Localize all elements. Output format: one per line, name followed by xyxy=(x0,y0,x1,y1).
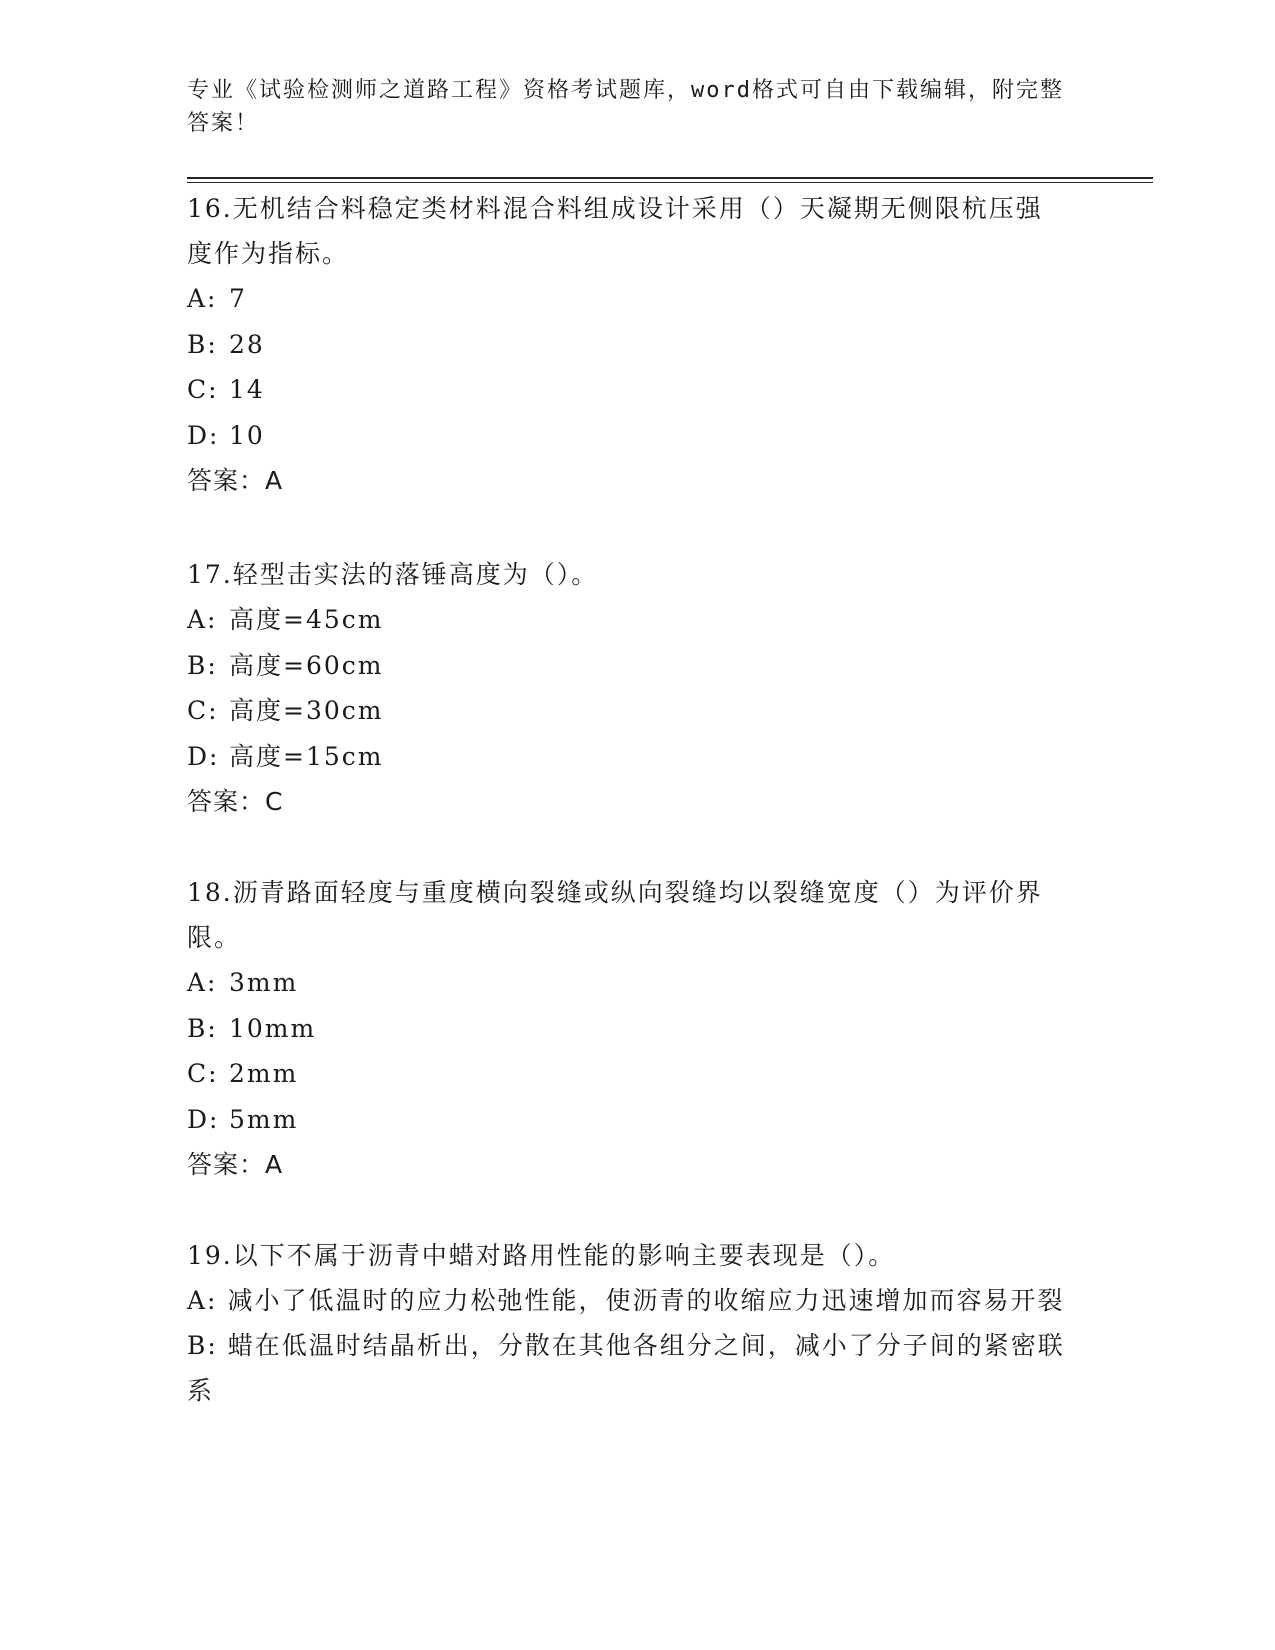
option-text: 3mm xyxy=(229,968,299,997)
question-stem: 19.以下不属于沥青中蜡对路用性能的影响主要表现是（）。 xyxy=(187,1241,896,1270)
option-label: D: xyxy=(187,741,220,771)
option-label: A: xyxy=(187,605,218,634)
option-text: 减小了低温时的应力松弛性能，使沥青的收缩应力迅速增加而容易开裂 xyxy=(227,1286,1065,1315)
option-b xyxy=(187,643,1067,689)
option-d xyxy=(187,734,1067,780)
option-a xyxy=(187,276,1067,322)
option-label: B: xyxy=(187,329,218,359)
option-c xyxy=(187,1051,1067,1097)
option-d xyxy=(187,1097,1067,1143)
option-label: C: xyxy=(187,375,219,404)
option-text: 高度=30cm xyxy=(229,696,384,725)
option-a xyxy=(187,1278,1067,1323)
option-text: 高度=45cm xyxy=(229,605,384,634)
question-18 xyxy=(187,870,1067,1187)
option-label: D: xyxy=(187,1104,220,1134)
option-text: 7 xyxy=(229,284,247,313)
answer-line: 答案：C xyxy=(187,787,284,816)
header-divider-thick xyxy=(187,177,1153,179)
question-stem: 18.沥青路面轻度与重度横向裂缝或纵向裂缝均以裂缝宽度（）为评价界限。 xyxy=(187,878,1043,952)
option-label: A: xyxy=(187,968,218,997)
option-label: A: xyxy=(187,284,218,313)
option-label: A: xyxy=(187,1286,218,1315)
option-d xyxy=(187,413,1067,459)
option-b xyxy=(187,322,1067,368)
option-label: B: xyxy=(187,1331,218,1360)
answer-line: 答案：A xyxy=(187,1150,284,1179)
answer-line: 答案：A xyxy=(187,466,284,495)
option-text: 蜡在低温时结晶析出，分散在其他各组分之间，减小了分子间的紧密联系 xyxy=(187,1331,1065,1405)
question-17 xyxy=(187,552,1067,824)
question-stem: 17.轻型击实法的落锤高度为（）。 xyxy=(187,560,599,589)
option-c xyxy=(187,688,1067,734)
option-text: 10mm xyxy=(229,1013,317,1043)
header-divider-thin xyxy=(187,182,1153,183)
option-text: 高度=15cm xyxy=(229,741,384,771)
option-label: B: xyxy=(187,1013,218,1043)
option-label: C: xyxy=(187,1059,219,1088)
option-c xyxy=(187,367,1067,413)
option-text: 10 xyxy=(229,420,265,450)
option-label: D: xyxy=(187,420,220,450)
option-a xyxy=(187,960,1067,1006)
question-19 xyxy=(187,1233,1067,1413)
question-stem: 16.无机结合料稳定类材料混合料组成设计采用（）天凝期无侧限杭压强度作为指标。 xyxy=(187,194,1043,268)
option-text: 5mm xyxy=(229,1104,299,1134)
option-label: C: xyxy=(187,696,219,725)
question-16 xyxy=(187,186,1067,503)
option-label: B: xyxy=(187,650,218,680)
option-text: 14 xyxy=(229,375,265,404)
option-text: 高度=60cm xyxy=(229,650,384,680)
option-a xyxy=(187,597,1067,643)
option-text: 2mm xyxy=(229,1059,299,1088)
option-b xyxy=(187,1006,1067,1052)
option-text: 28 xyxy=(229,329,265,359)
document-header: 专业《试验检测师之道路工程》资格考试题库，word格式可自由下载编辑，附完整答案！ xyxy=(187,78,1064,136)
option-b xyxy=(187,1323,1067,1413)
